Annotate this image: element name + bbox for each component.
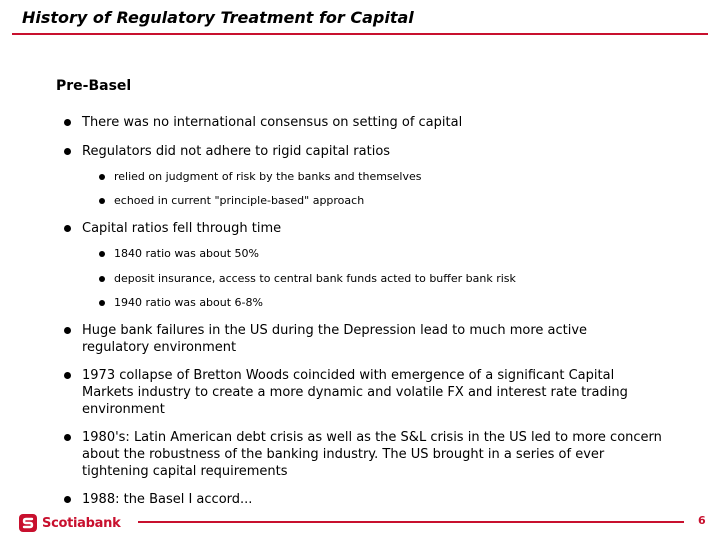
bullet-item	[82, 220, 672, 237]
bullet-item	[82, 322, 642, 356]
sub-bullet-item	[114, 296, 674, 310]
sub-bullet-text: relied on judgment of risk by the banks and themselves	[114, 170, 422, 183]
bullet-text: There was no international consensus on setting of capital	[82, 115, 463, 130]
sub-bullet-text: deposit insurance, access to central bank funds acted to buffer bank risk	[114, 272, 516, 285]
bullet-dot	[64, 225, 71, 232]
title-rule	[12, 33, 708, 35]
bullet-text: Capital ratios fell through time	[82, 221, 282, 236]
bullet-item	[82, 429, 667, 480]
sub-bullet-item	[114, 194, 674, 208]
sub-bullet-dot	[99, 174, 105, 180]
sub-bullet-dot	[99, 276, 105, 282]
bullet-text: 1973 collapse of Bretton Woods coincided with emergence of a significant Capital Markets industry to create a more dynamic and volatile FX and interest rate trading environment	[82, 368, 628, 417]
brand-logo	[18, 512, 120, 534]
bullet-dot	[64, 372, 71, 379]
bullet-dot	[64, 148, 71, 155]
bullet-item	[82, 491, 672, 508]
sub-bullet-text: 1840 ratio was about 50%	[114, 247, 259, 260]
sub-bullet-dot	[99, 300, 105, 306]
bullet-dot	[64, 327, 71, 334]
sub-bullet-item	[114, 272, 674, 286]
sub-bullet-text: 1940 ratio was about 6-8%	[114, 296, 263, 309]
bullet-item	[82, 114, 672, 131]
bullet-item	[82, 143, 672, 160]
bullet-dot	[64, 496, 71, 503]
bullet-item	[82, 367, 662, 418]
page-number: 6	[698, 514, 706, 527]
bullet-text: 1988: the Basel I accord...	[82, 492, 253, 507]
bullet-dot	[64, 434, 71, 441]
slide-title: History of Regulatory Treatment for Capital	[22, 8, 414, 27]
sub-bullet-dot	[99, 251, 105, 257]
brand-wordmark: Scotiabank	[42, 515, 121, 531]
bullet-dot	[64, 119, 71, 126]
footer-rule	[138, 521, 684, 523]
sub-bullet-item	[114, 170, 674, 184]
section-subtitle: Pre-Basel	[56, 78, 132, 94]
bullet-text: Huge bank failures in the US during the Depression lead to much more active regulatory environment	[82, 323, 588, 355]
sub-bullet-text: echoed in current "principle-based" approach	[114, 194, 365, 207]
sub-bullet-dot	[99, 198, 105, 204]
bullet-text: Regulators did not adhere to rigid capital ratios	[82, 144, 391, 159]
scotiabank-s-icon	[18, 513, 38, 533]
bullet-text: 1980's: Latin American debt crisis as well as the S&L crisis in the US led to more concern about the robustness of the banking industry. The US brought in a series of ever tightening capital requirements	[82, 430, 662, 479]
sub-bullet-item	[114, 247, 674, 261]
